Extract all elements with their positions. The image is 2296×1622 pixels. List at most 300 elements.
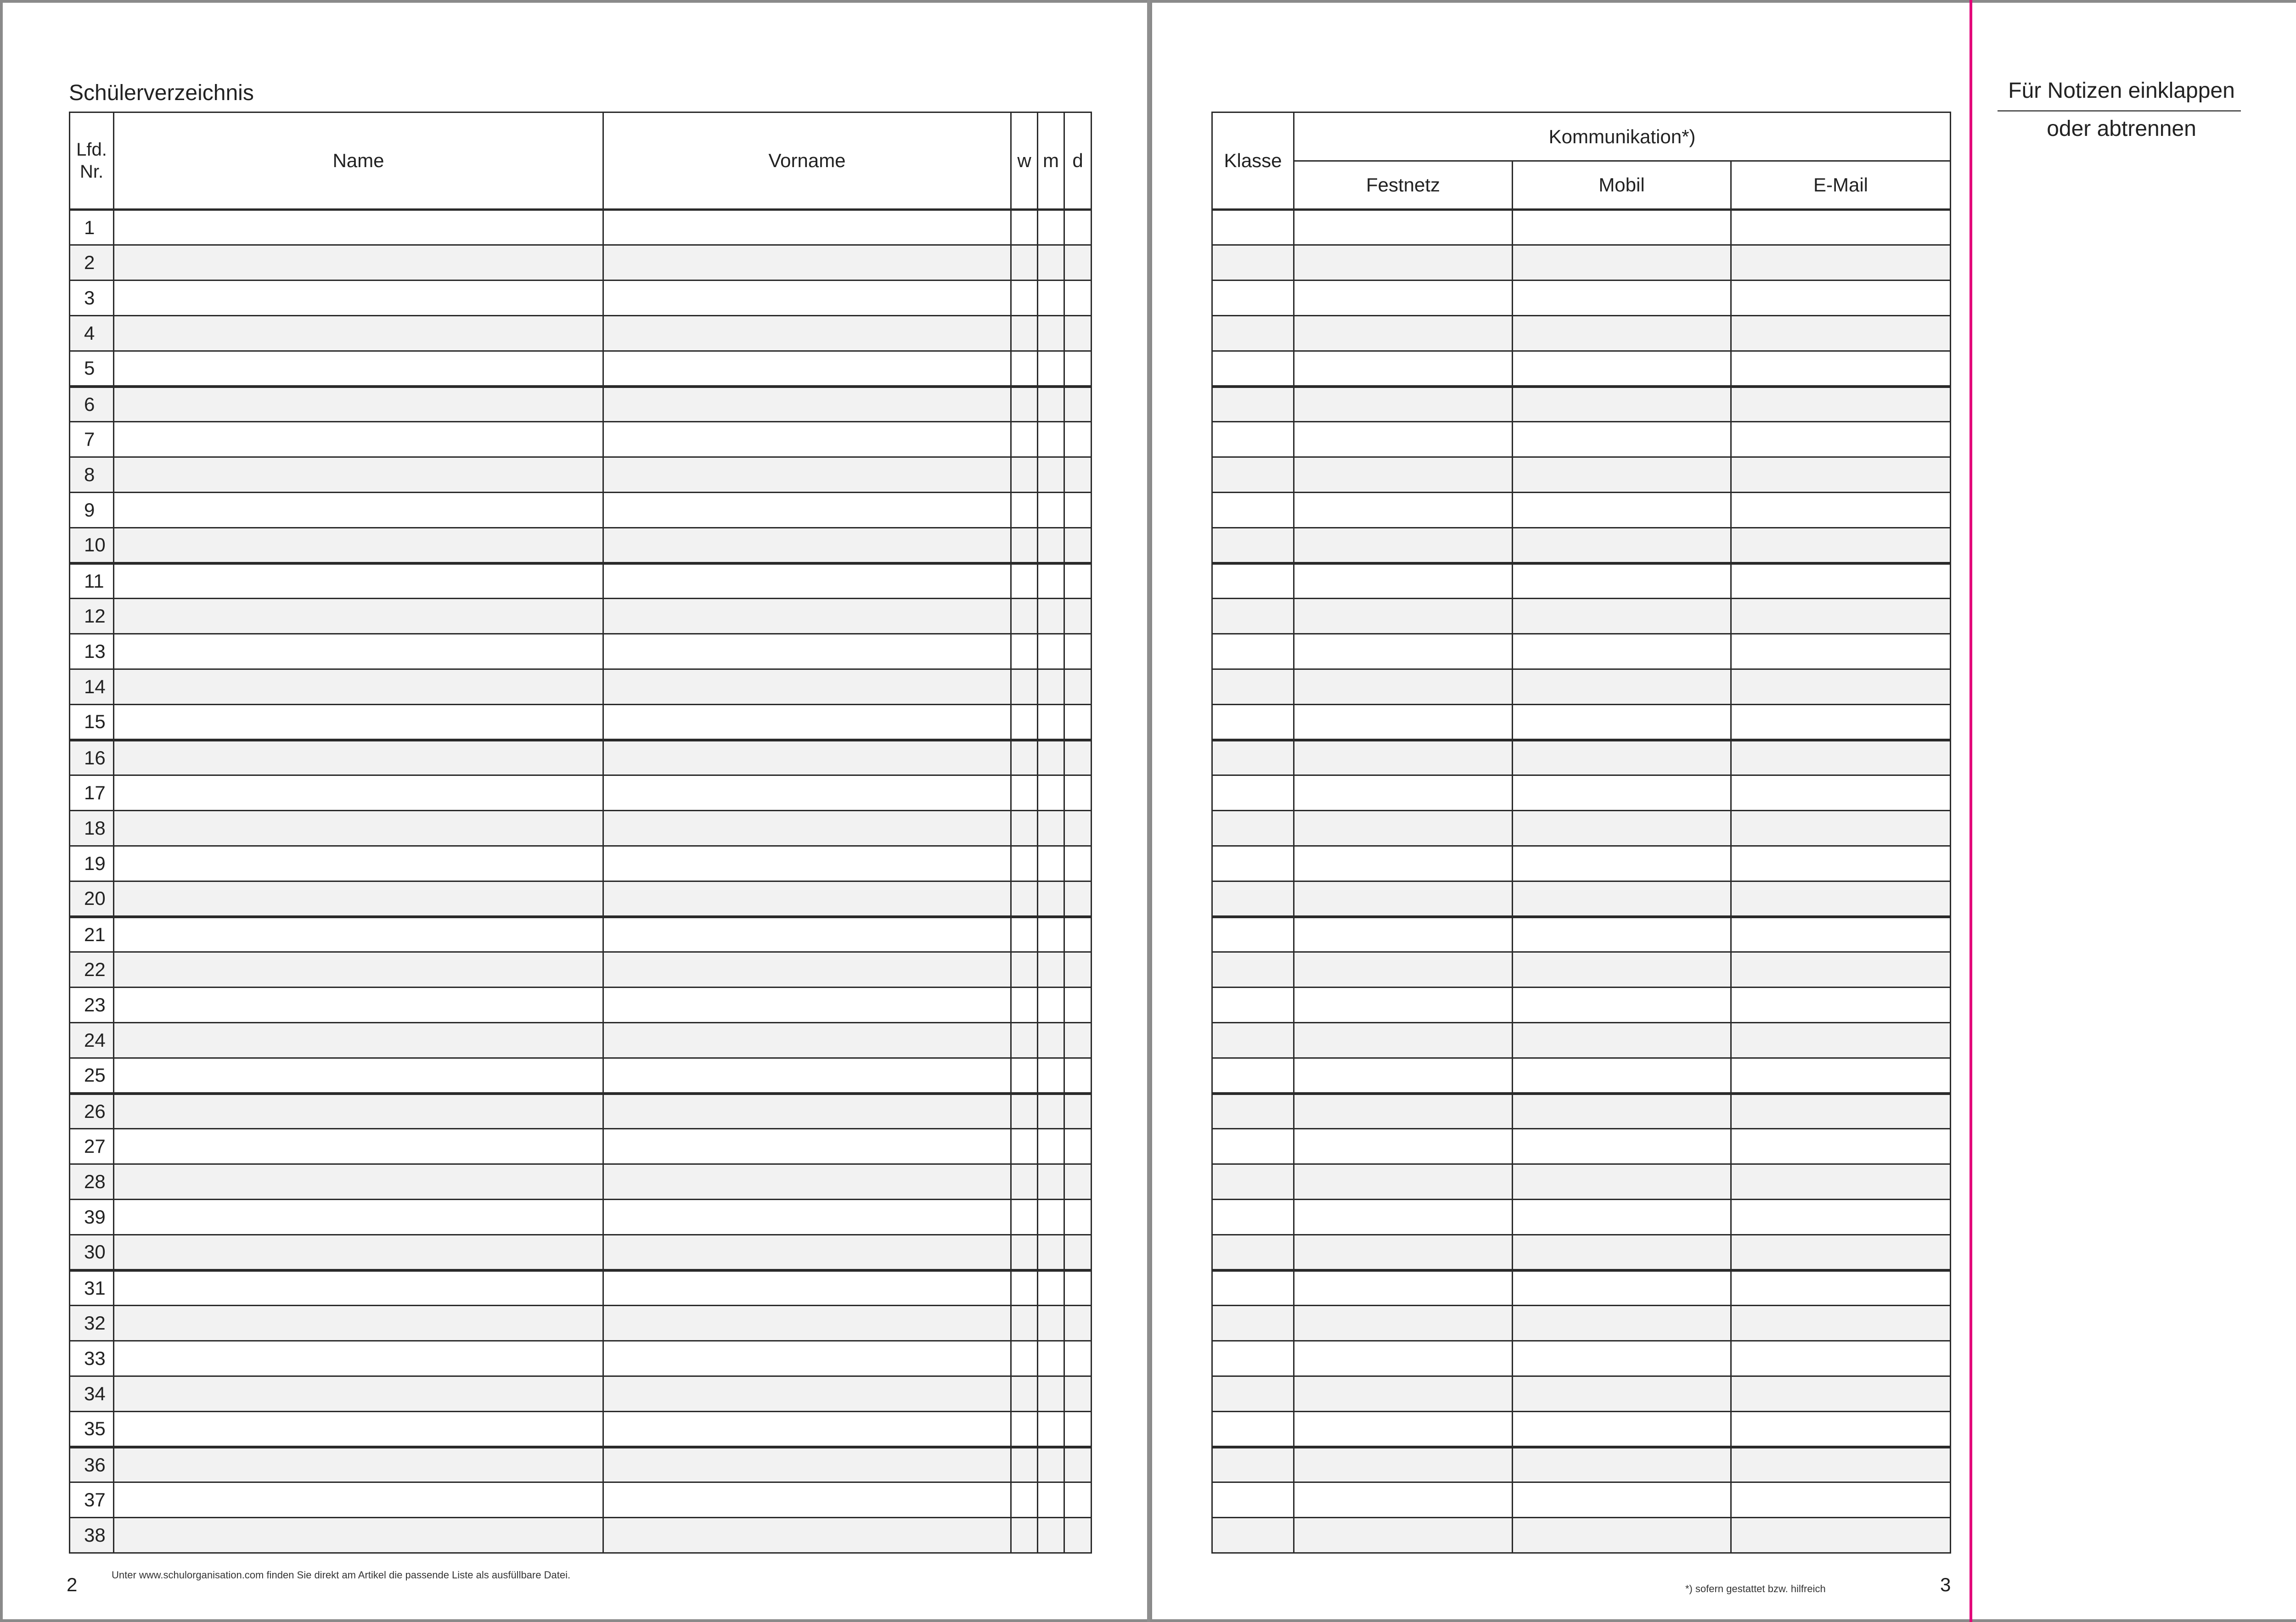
- email-cell[interactable]: [1731, 422, 1951, 457]
- festnetz-cell[interactable]: [1294, 846, 1513, 881]
- w-cell[interactable]: [1011, 917, 1038, 952]
- vorname-cell[interactable]: [603, 1129, 1011, 1164]
- d-cell[interactable]: [1064, 775, 1092, 811]
- email-cell[interactable]: [1731, 210, 1951, 245]
- w-cell[interactable]: [1011, 952, 1038, 988]
- vorname-cell[interactable]: [603, 669, 1011, 705]
- d-cell[interactable]: [1064, 210, 1092, 245]
- name-cell[interactable]: [114, 599, 603, 634]
- email-cell[interactable]: [1731, 1023, 1951, 1058]
- d-cell[interactable]: [1064, 1094, 1092, 1129]
- klasse-cell[interactable]: [1212, 917, 1294, 952]
- d-cell[interactable]: [1064, 1306, 1092, 1341]
- email-cell[interactable]: [1731, 740, 1951, 775]
- festnetz-cell[interactable]: [1294, 881, 1513, 917]
- w-cell[interactable]: [1011, 281, 1038, 316]
- m-cell[interactable]: [1038, 1482, 1064, 1518]
- name-cell[interactable]: [114, 952, 603, 988]
- email-cell[interactable]: [1731, 245, 1951, 281]
- d-cell[interactable]: [1064, 528, 1092, 563]
- w-cell[interactable]: [1011, 846, 1038, 881]
- name-cell[interactable]: [114, 1058, 603, 1094]
- festnetz-cell[interactable]: [1294, 1235, 1513, 1270]
- w-cell[interactable]: [1011, 493, 1038, 528]
- klasse-cell[interactable]: [1212, 1447, 1294, 1482]
- w-cell[interactable]: [1011, 1518, 1038, 1553]
- mobil-cell[interactable]: [1513, 917, 1731, 952]
- name-cell[interactable]: [114, 493, 603, 528]
- email-cell[interactable]: [1731, 281, 1951, 316]
- m-cell[interactable]: [1038, 988, 1064, 1023]
- email-cell[interactable]: [1731, 1518, 1951, 1553]
- email-cell[interactable]: [1731, 1200, 1951, 1235]
- vorname-cell[interactable]: [603, 1094, 1011, 1129]
- mobil-cell[interactable]: [1513, 740, 1731, 775]
- vorname-cell[interactable]: [603, 387, 1011, 422]
- festnetz-cell[interactable]: [1294, 1376, 1513, 1412]
- vorname-cell[interactable]: [603, 528, 1011, 563]
- klasse-cell[interactable]: [1212, 599, 1294, 634]
- w-cell[interactable]: [1011, 1129, 1038, 1164]
- mobil-cell[interactable]: [1513, 493, 1731, 528]
- klasse-cell[interactable]: [1212, 422, 1294, 457]
- m-cell[interactable]: [1038, 1129, 1064, 1164]
- vorname-cell[interactable]: [603, 281, 1011, 316]
- d-cell[interactable]: [1064, 1164, 1092, 1200]
- mobil-cell[interactable]: [1513, 245, 1731, 281]
- m-cell[interactable]: [1038, 952, 1064, 988]
- klasse-cell[interactable]: [1212, 1094, 1294, 1129]
- w-cell[interactable]: [1011, 775, 1038, 811]
- m-cell[interactable]: [1038, 387, 1064, 422]
- email-cell[interactable]: [1731, 1094, 1951, 1129]
- vorname-cell[interactable]: [603, 1482, 1011, 1518]
- d-cell[interactable]: [1064, 952, 1092, 988]
- w-cell[interactable]: [1011, 1094, 1038, 1129]
- festnetz-cell[interactable]: [1294, 422, 1513, 457]
- email-cell[interactable]: [1731, 1058, 1951, 1094]
- vorname-cell[interactable]: [603, 1270, 1011, 1306]
- m-cell[interactable]: [1038, 1376, 1064, 1412]
- klasse-cell[interactable]: [1212, 316, 1294, 351]
- name-cell[interactable]: [114, 1200, 603, 1235]
- festnetz-cell[interactable]: [1294, 245, 1513, 281]
- festnetz-cell[interactable]: [1294, 316, 1513, 351]
- festnetz-cell[interactable]: [1294, 351, 1513, 387]
- d-cell[interactable]: [1064, 493, 1092, 528]
- d-cell[interactable]: [1064, 281, 1092, 316]
- klasse-cell[interactable]: [1212, 1129, 1294, 1164]
- w-cell[interactable]: [1011, 1447, 1038, 1482]
- name-cell[interactable]: [114, 775, 603, 811]
- name-cell[interactable]: [114, 351, 603, 387]
- email-cell[interactable]: [1731, 952, 1951, 988]
- klasse-cell[interactable]: [1212, 1412, 1294, 1447]
- festnetz-cell[interactable]: [1294, 387, 1513, 422]
- email-cell[interactable]: [1731, 528, 1951, 563]
- w-cell[interactable]: [1011, 988, 1038, 1023]
- name-cell[interactable]: [114, 281, 603, 316]
- vorname-cell[interactable]: [603, 1200, 1011, 1235]
- vorname-cell[interactable]: [603, 1376, 1011, 1412]
- klasse-cell[interactable]: [1212, 740, 1294, 775]
- d-cell[interactable]: [1064, 351, 1092, 387]
- vorname-cell[interactable]: [603, 705, 1011, 740]
- email-cell[interactable]: [1731, 988, 1951, 1023]
- email-cell[interactable]: [1731, 563, 1951, 599]
- m-cell[interactable]: [1038, 457, 1064, 493]
- mobil-cell[interactable]: [1513, 457, 1731, 493]
- d-cell[interactable]: [1064, 1129, 1092, 1164]
- festnetz-cell[interactable]: [1294, 634, 1513, 669]
- vorname-cell[interactable]: [603, 1023, 1011, 1058]
- email-cell[interactable]: [1731, 599, 1951, 634]
- w-cell[interactable]: [1011, 1341, 1038, 1376]
- w-cell[interactable]: [1011, 1200, 1038, 1235]
- d-cell[interactable]: [1064, 1058, 1092, 1094]
- d-cell[interactable]: [1064, 1482, 1092, 1518]
- w-cell[interactable]: [1011, 210, 1038, 245]
- d-cell[interactable]: [1064, 988, 1092, 1023]
- w-cell[interactable]: [1011, 1023, 1038, 1058]
- klasse-cell[interactable]: [1212, 846, 1294, 881]
- name-cell[interactable]: [114, 811, 603, 846]
- m-cell[interactable]: [1038, 599, 1064, 634]
- festnetz-cell[interactable]: [1294, 1306, 1513, 1341]
- festnetz-cell[interactable]: [1294, 740, 1513, 775]
- vorname-cell[interactable]: [603, 846, 1011, 881]
- mobil-cell[interactable]: [1513, 1235, 1731, 1270]
- m-cell[interactable]: [1038, 811, 1064, 846]
- d-cell[interactable]: [1064, 316, 1092, 351]
- mobil-cell[interactable]: [1513, 881, 1731, 917]
- mobil-cell[interactable]: [1513, 775, 1731, 811]
- m-cell[interactable]: [1038, 634, 1064, 669]
- klasse-cell[interactable]: [1212, 210, 1294, 245]
- email-cell[interactable]: [1731, 316, 1951, 351]
- name-cell[interactable]: [114, 846, 603, 881]
- festnetz-cell[interactable]: [1294, 1023, 1513, 1058]
- vorname-cell[interactable]: [603, 1235, 1011, 1270]
- w-cell[interactable]: [1011, 351, 1038, 387]
- mobil-cell[interactable]: [1513, 952, 1731, 988]
- name-cell[interactable]: [114, 988, 603, 1023]
- klasse-cell[interactable]: [1212, 705, 1294, 740]
- w-cell[interactable]: [1011, 599, 1038, 634]
- email-cell[interactable]: [1731, 917, 1951, 952]
- mobil-cell[interactable]: [1513, 1306, 1731, 1341]
- vorname-cell[interactable]: [603, 917, 1011, 952]
- w-cell[interactable]: [1011, 457, 1038, 493]
- mobil-cell[interactable]: [1513, 1518, 1731, 1553]
- w-cell[interactable]: [1011, 634, 1038, 669]
- vorname-cell[interactable]: [603, 634, 1011, 669]
- w-cell[interactable]: [1011, 669, 1038, 705]
- name-cell[interactable]: [114, 1518, 603, 1553]
- email-cell[interactable]: [1731, 669, 1951, 705]
- klasse-cell[interactable]: [1212, 387, 1294, 422]
- mobil-cell[interactable]: [1513, 1482, 1731, 1518]
- w-cell[interactable]: [1011, 740, 1038, 775]
- vorname-cell[interactable]: [603, 1058, 1011, 1094]
- email-cell[interactable]: [1731, 1447, 1951, 1482]
- klasse-cell[interactable]: [1212, 563, 1294, 599]
- mobil-cell[interactable]: [1513, 1341, 1731, 1376]
- mobil-cell[interactable]: [1513, 988, 1731, 1023]
- vorname-cell[interactable]: [603, 210, 1011, 245]
- name-cell[interactable]: [114, 422, 603, 457]
- festnetz-cell[interactable]: [1294, 563, 1513, 599]
- mobil-cell[interactable]: [1513, 1200, 1731, 1235]
- w-cell[interactable]: [1011, 1235, 1038, 1270]
- festnetz-cell[interactable]: [1294, 1164, 1513, 1200]
- vorname-cell[interactable]: [603, 775, 1011, 811]
- klasse-cell[interactable]: [1212, 775, 1294, 811]
- m-cell[interactable]: [1038, 1306, 1064, 1341]
- klasse-cell[interactable]: [1212, 1200, 1294, 1235]
- w-cell[interactable]: [1011, 316, 1038, 351]
- festnetz-cell[interactable]: [1294, 281, 1513, 316]
- festnetz-cell[interactable]: [1294, 1341, 1513, 1376]
- w-cell[interactable]: [1011, 1306, 1038, 1341]
- name-cell[interactable]: [114, 563, 603, 599]
- email-cell[interactable]: [1731, 387, 1951, 422]
- w-cell[interactable]: [1011, 705, 1038, 740]
- d-cell[interactable]: [1064, 669, 1092, 705]
- w-cell[interactable]: [1011, 563, 1038, 599]
- w-cell[interactable]: [1011, 1482, 1038, 1518]
- mobil-cell[interactable]: [1513, 634, 1731, 669]
- festnetz-cell[interactable]: [1294, 1482, 1513, 1518]
- vorname-cell[interactable]: [603, 1341, 1011, 1376]
- festnetz-cell[interactable]: [1294, 1094, 1513, 1129]
- email-cell[interactable]: [1731, 1482, 1951, 1518]
- klasse-cell[interactable]: [1212, 1164, 1294, 1200]
- mobil-cell[interactable]: [1513, 1129, 1731, 1164]
- mobil-cell[interactable]: [1513, 599, 1731, 634]
- name-cell[interactable]: [114, 1306, 603, 1341]
- name-cell[interactable]: [114, 1341, 603, 1376]
- email-cell[interactable]: [1731, 1270, 1951, 1306]
- d-cell[interactable]: [1064, 1412, 1092, 1447]
- d-cell[interactable]: [1064, 1447, 1092, 1482]
- festnetz-cell[interactable]: [1294, 705, 1513, 740]
- d-cell[interactable]: [1064, 1235, 1092, 1270]
- m-cell[interactable]: [1038, 1341, 1064, 1376]
- mobil-cell[interactable]: [1513, 1164, 1731, 1200]
- email-cell[interactable]: [1731, 1376, 1951, 1412]
- klasse-cell[interactable]: [1212, 1306, 1294, 1341]
- email-cell[interactable]: [1731, 705, 1951, 740]
- name-cell[interactable]: [114, 634, 603, 669]
- d-cell[interactable]: [1064, 422, 1092, 457]
- d-cell[interactable]: [1064, 705, 1092, 740]
- vorname-cell[interactable]: [603, 1447, 1011, 1482]
- m-cell[interactable]: [1038, 351, 1064, 387]
- mobil-cell[interactable]: [1513, 351, 1731, 387]
- m-cell[interactable]: [1038, 1058, 1064, 1094]
- klasse-cell[interactable]: [1212, 1518, 1294, 1553]
- mobil-cell[interactable]: [1513, 316, 1731, 351]
- klasse-cell[interactable]: [1212, 1023, 1294, 1058]
- name-cell[interactable]: [114, 1129, 603, 1164]
- name-cell[interactable]: [114, 1447, 603, 1482]
- m-cell[interactable]: [1038, 705, 1064, 740]
- vorname-cell[interactable]: [603, 1518, 1011, 1553]
- email-cell[interactable]: [1731, 1129, 1951, 1164]
- klasse-cell[interactable]: [1212, 952, 1294, 988]
- vorname-cell[interactable]: [603, 740, 1011, 775]
- d-cell[interactable]: [1064, 917, 1092, 952]
- d-cell[interactable]: [1064, 634, 1092, 669]
- email-cell[interactable]: [1731, 811, 1951, 846]
- vorname-cell[interactable]: [603, 811, 1011, 846]
- w-cell[interactable]: [1011, 422, 1038, 457]
- d-cell[interactable]: [1064, 1518, 1092, 1553]
- vorname-cell[interactable]: [603, 457, 1011, 493]
- festnetz-cell[interactable]: [1294, 528, 1513, 563]
- name-cell[interactable]: [114, 457, 603, 493]
- email-cell[interactable]: [1731, 846, 1951, 881]
- mobil-cell[interactable]: [1513, 387, 1731, 422]
- d-cell[interactable]: [1064, 1376, 1092, 1412]
- m-cell[interactable]: [1038, 1023, 1064, 1058]
- m-cell[interactable]: [1038, 917, 1064, 952]
- mobil-cell[interactable]: [1513, 1058, 1731, 1094]
- d-cell[interactable]: [1064, 387, 1092, 422]
- email-cell[interactable]: [1731, 1306, 1951, 1341]
- w-cell[interactable]: [1011, 528, 1038, 563]
- name-cell[interactable]: [114, 1235, 603, 1270]
- name-cell[interactable]: [114, 1412, 603, 1447]
- m-cell[interactable]: [1038, 493, 1064, 528]
- name-cell[interactable]: [114, 740, 603, 775]
- festnetz-cell[interactable]: [1294, 811, 1513, 846]
- m-cell[interactable]: [1038, 1518, 1064, 1553]
- name-cell[interactable]: [114, 528, 603, 563]
- w-cell[interactable]: [1011, 1376, 1038, 1412]
- klasse-cell[interactable]: [1212, 669, 1294, 705]
- name-cell[interactable]: [114, 245, 603, 281]
- d-cell[interactable]: [1064, 1270, 1092, 1306]
- klasse-cell[interactable]: [1212, 351, 1294, 387]
- festnetz-cell[interactable]: [1294, 599, 1513, 634]
- klasse-cell[interactable]: [1212, 1058, 1294, 1094]
- klasse-cell[interactable]: [1212, 1341, 1294, 1376]
- festnetz-cell[interactable]: [1294, 1518, 1513, 1553]
- m-cell[interactable]: [1038, 1412, 1064, 1447]
- mobil-cell[interactable]: [1513, 705, 1731, 740]
- festnetz-cell[interactable]: [1294, 1129, 1513, 1164]
- name-cell[interactable]: [114, 705, 603, 740]
- email-cell[interactable]: [1731, 1235, 1951, 1270]
- festnetz-cell[interactable]: [1294, 669, 1513, 705]
- d-cell[interactable]: [1064, 1023, 1092, 1058]
- festnetz-cell[interactable]: [1294, 917, 1513, 952]
- m-cell[interactable]: [1038, 669, 1064, 705]
- email-cell[interactable]: [1731, 493, 1951, 528]
- festnetz-cell[interactable]: [1294, 1447, 1513, 1482]
- name-cell[interactable]: [114, 1023, 603, 1058]
- klasse-cell[interactable]: [1212, 988, 1294, 1023]
- klasse-cell[interactable]: [1212, 1270, 1294, 1306]
- m-cell[interactable]: [1038, 245, 1064, 281]
- m-cell[interactable]: [1038, 1164, 1064, 1200]
- festnetz-cell[interactable]: [1294, 775, 1513, 811]
- m-cell[interactable]: [1038, 881, 1064, 917]
- festnetz-cell[interactable]: [1294, 210, 1513, 245]
- vorname-cell[interactable]: [603, 952, 1011, 988]
- email-cell[interactable]: [1731, 881, 1951, 917]
- klasse-cell[interactable]: [1212, 1235, 1294, 1270]
- m-cell[interactable]: [1038, 281, 1064, 316]
- vorname-cell[interactable]: [603, 422, 1011, 457]
- mobil-cell[interactable]: [1513, 210, 1731, 245]
- klasse-cell[interactable]: [1212, 493, 1294, 528]
- mobil-cell[interactable]: [1513, 1376, 1731, 1412]
- m-cell[interactable]: [1038, 528, 1064, 563]
- name-cell[interactable]: [114, 1482, 603, 1518]
- w-cell[interactable]: [1011, 811, 1038, 846]
- d-cell[interactable]: [1064, 1341, 1092, 1376]
- mobil-cell[interactable]: [1513, 1447, 1731, 1482]
- email-cell[interactable]: [1731, 457, 1951, 493]
- m-cell[interactable]: [1038, 210, 1064, 245]
- mobil-cell[interactable]: [1513, 1023, 1731, 1058]
- d-cell[interactable]: [1064, 881, 1092, 917]
- email-cell[interactable]: [1731, 351, 1951, 387]
- d-cell[interactable]: [1064, 740, 1092, 775]
- name-cell[interactable]: [114, 917, 603, 952]
- vorname-cell[interactable]: [603, 1306, 1011, 1341]
- vorname-cell[interactable]: [603, 245, 1011, 281]
- m-cell[interactable]: [1038, 775, 1064, 811]
- festnetz-cell[interactable]: [1294, 952, 1513, 988]
- d-cell[interactable]: [1064, 245, 1092, 281]
- mobil-cell[interactable]: [1513, 846, 1731, 881]
- klasse-cell[interactable]: [1212, 881, 1294, 917]
- email-cell[interactable]: [1731, 1341, 1951, 1376]
- name-cell[interactable]: [114, 1094, 603, 1129]
- vorname-cell[interactable]: [603, 1164, 1011, 1200]
- mobil-cell[interactable]: [1513, 528, 1731, 563]
- vorname-cell[interactable]: [603, 881, 1011, 917]
- m-cell[interactable]: [1038, 846, 1064, 881]
- klasse-cell[interactable]: [1212, 245, 1294, 281]
- d-cell[interactable]: [1064, 811, 1092, 846]
- w-cell[interactable]: [1011, 881, 1038, 917]
- vorname-cell[interactable]: [603, 351, 1011, 387]
- klasse-cell[interactable]: [1212, 811, 1294, 846]
- email-cell[interactable]: [1731, 1164, 1951, 1200]
- mobil-cell[interactable]: [1513, 1094, 1731, 1129]
- mobil-cell[interactable]: [1513, 422, 1731, 457]
- klasse-cell[interactable]: [1212, 281, 1294, 316]
- m-cell[interactable]: [1038, 740, 1064, 775]
- mobil-cell[interactable]: [1513, 1270, 1731, 1306]
- w-cell[interactable]: [1011, 1164, 1038, 1200]
- email-cell[interactable]: [1731, 775, 1951, 811]
- vorname-cell[interactable]: [603, 316, 1011, 351]
- mobil-cell[interactable]: [1513, 563, 1731, 599]
- d-cell[interactable]: [1064, 599, 1092, 634]
- w-cell[interactable]: [1011, 245, 1038, 281]
- vorname-cell[interactable]: [603, 599, 1011, 634]
- m-cell[interactable]: [1038, 1447, 1064, 1482]
- name-cell[interactable]: [114, 881, 603, 917]
- festnetz-cell[interactable]: [1294, 1270, 1513, 1306]
- m-cell[interactable]: [1038, 1094, 1064, 1129]
